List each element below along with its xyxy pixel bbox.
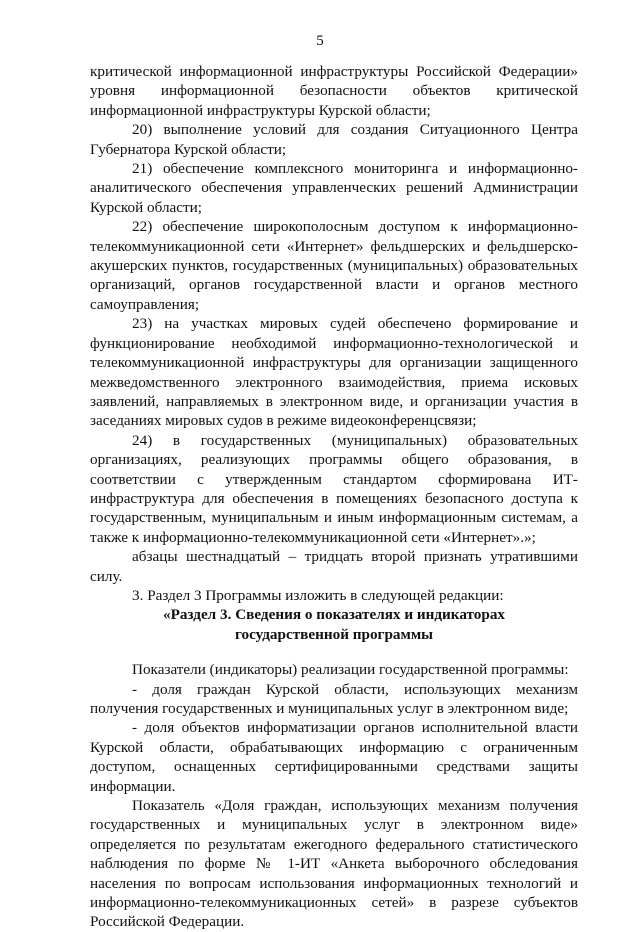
document-body — [90, 62, 578, 932]
paragraph-section-instruction: 3. Раздел 3 Программы изложить в следующей редакции: — [132, 586, 504, 604]
paragraph-item-21: 21) обеспечение комплексного мониторинга и информационно-аналитического обеспечения управленческих решений Администрации Курской области; — [90, 160, 578, 216]
paragraph-item-24: 24) в государственных (муниципальных) образовательных организациях, реализующих программы общего образования, в соответствии с утвержденным стандартом сформирована ИТ-инфраструктура для обеспечения в помещениях безопасного доступа к государственным, муниципальным и иным информационным системам, а также к информационно-телекоммуникационной сети «Интернет».»; — [90, 431, 578, 546]
paragraph-continuation: критической информационной инфраструктуры Российской Федерации» уровня информационной безопасности объектов критической информационной инфраструктуры Курской области; — [90, 63, 578, 119]
paragraph-indicator-1: - доля граждан Курской области, использующих механизм получения государственных и муниципальных услуг в электронном виде; — [90, 680, 578, 717]
spacer — [90, 644, 578, 660]
section-title-line-1: «Раздел 3. Сведения о показателях и индикаторах — [162, 606, 506, 624]
paragraph-indicators-intro: Показатели (индикаторы) реализации государственной программы: — [132, 661, 569, 679]
paragraph-item-20: 20) выполнение условий для создания Ситуационного Центра Губернатора Курской области; — [90, 121, 578, 158]
paragraph-indicator-2: - доля объектов информатизации органов исполнительной власти Курской области, обрабатывающих информацию с ограниченным доступом, оснащенных сертифицированными средствами защиты информации. — [90, 719, 578, 795]
page-number: 5 — [316, 33, 324, 49]
paragraph-item-22: 22) обеспечение широкополосным доступом к информационно-телекоммуникационной сети «Интернет» фельдшерских и фельдшерско-акушерских пунктов, государственных (муниципальных) образовательных организаций, органов государственной власти и органов местного самоуправления; — [90, 218, 578, 313]
paragraph-item-23: 23) на участках мировых судей обеспечено формирование и функционирование необходимой информационно-технологической и телекоммуникационной инфраструктуры для организации защищенного межведомственного электронного взаимодействия, приема исковых заявлений, направляемых в электронном виде, и организации участия в заседаниях мировых судов в режиме видеоконференцсвязи; — [90, 315, 578, 430]
paragraph-repeal: абзацы шестнадцатый – тридцать второй признать утратившими силу. — [90, 548, 578, 585]
section-title-line-2: государственной программы — [234, 625, 434, 643]
paragraph-indicator-method: Показатель «Доля граждан, использующих механизм получения государственных и муниципальных услуг в электронном виде» определяется по результатам ежегодного федерального статистического наблюдения по форме № 1-ИТ «Анкета выборочного обследования населения по вопросам использования информационных технологий и информационно-телекоммуникационных сетей» в разрезе субъектов Российской Федерации. — [90, 797, 578, 931]
